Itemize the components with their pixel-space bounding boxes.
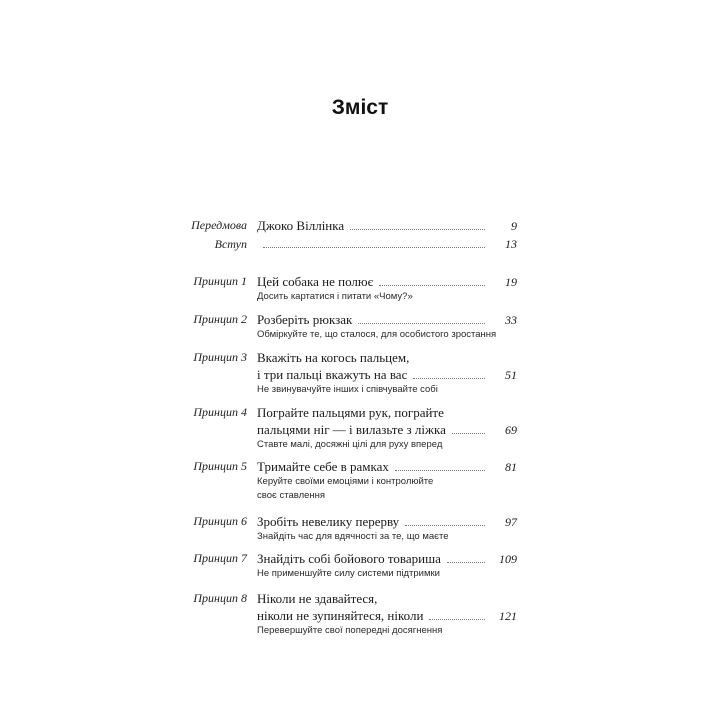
toc-entry-content — [257, 550, 517, 581]
toc-entry-content — [257, 273, 517, 304]
toc-entry-title: Вкажіть на когось пальцем, — [257, 350, 410, 365]
toc-entry-title: Зробіть невелику перерву — [257, 514, 400, 529]
toc-entry-title-line — [257, 349, 517, 366]
toc-entry-content — [257, 404, 517, 452]
toc-entry-subtitle: Не применшуйте силу системи підтримки — [257, 568, 440, 579]
toc-entry-title-line — [257, 590, 517, 607]
dot-leader — [447, 551, 485, 563]
toc-entry-content — [257, 590, 517, 638]
toc-entry-title: пальцями ніг — і вилазьте з ліжка — [257, 422, 446, 437]
toc-entry-title-line — [257, 311, 517, 328]
toc-entry-title-line — [257, 366, 517, 383]
toc-page-number: 51 — [505, 368, 517, 382]
toc-entry-label: Принцип 1 — [193, 274, 247, 288]
toc-page-number: 121 — [499, 609, 517, 623]
dot-leader — [350, 218, 485, 230]
dot-leader — [413, 367, 485, 379]
toc-entry-content — [257, 458, 517, 503]
toc-entry-title-line — [257, 513, 517, 530]
toc-page-number: 109 — [499, 552, 517, 566]
toc-page-number: 81 — [505, 460, 517, 474]
toc-entry-subtitle: Не звинувачуйте інших і співчувайте собі — [257, 384, 438, 395]
toc-entry-label: Принцип 6 — [193, 514, 247, 528]
toc-entry-title: Розберіть рюкзак — [257, 312, 353, 327]
toc-page-number: 19 — [505, 275, 517, 289]
dot-leader — [358, 312, 485, 324]
dot-leader — [452, 422, 485, 434]
dot-leader — [405, 514, 485, 526]
toc-entry-title-line — [257, 404, 517, 421]
toc-entry-subtitle: Обміркуйте те, що сталося, для особистого зростання — [257, 329, 497, 340]
toc-entry-title-line — [257, 217, 517, 234]
toc-entry-title-line — [257, 550, 517, 567]
toc-entry-title-line — [257, 273, 517, 290]
toc-entry-title: і три пальці вкажуть на вас — [257, 367, 408, 382]
toc-entry-content — [257, 236, 517, 253]
dot-leader — [429, 608, 485, 620]
toc-entry-label: Передмова — [191, 218, 247, 232]
toc-entry-label: Принцип 5 — [193, 459, 247, 473]
toc-page-number: 13 — [505, 237, 517, 251]
toc-page-number: 97 — [505, 515, 517, 529]
dot-leader — [263, 236, 485, 248]
toc-page-number: 9 — [511, 219, 517, 233]
toc-entry-title: ніколи не зупиняйтеся, ніколи — [257, 608, 424, 623]
toc-entry-title-line — [257, 236, 517, 253]
toc-entry-title: Джоко Віллінка — [257, 218, 345, 233]
toc-entry-subtitle: Керуйте своїми емоціями і контролюйте — [257, 476, 434, 487]
toc-entry-title-line — [257, 607, 517, 624]
toc-entry-subtitle: Знайдіть час для вдячності за те, що маєте — [257, 531, 449, 542]
dot-leader — [379, 274, 485, 286]
toc-entry-subtitle: Досить картатися і питати «Чому?» — [257, 291, 413, 302]
toc-entry-label: Принцип 3 — [193, 350, 247, 364]
toc-entry-content — [257, 349, 517, 397]
toc-entry-label: Принцип 4 — [193, 405, 247, 419]
toc-entry-content — [257, 217, 517, 234]
toc-entry-content — [257, 311, 517, 342]
toc-page-number: 33 — [505, 313, 517, 327]
toc-entry-title: Знайдіть собі бойового товариша — [257, 551, 441, 566]
toc-entry-subtitle: своє ставлення — [257, 490, 326, 501]
toc-entry-title-line — [257, 458, 517, 475]
toc-entry-title: Тримайте себе в рамках — [257, 459, 389, 474]
toc-page-number: 69 — [505, 423, 517, 437]
toc-entry-label: Вступ — [214, 237, 247, 251]
toc-entry-title: Ніколи не здавайтеся, — [257, 591, 378, 606]
toc-entry-title: Пограйте пальцями рук, пограйте — [257, 405, 444, 420]
toc-entry-label: Принцип 2 — [193, 312, 247, 326]
toc-entry-subtitle: Перевершуйте свої попередні досягнення — [257, 625, 443, 636]
toc-entry-subtitle: Ставте малі, досяжні цілі для руху вперед — [257, 439, 443, 450]
toc-entry-label: Принцип 7 — [193, 551, 247, 565]
toc-entry-content — [257, 513, 517, 544]
page-title: Зміст — [331, 96, 389, 119]
toc-entry-title: Цей собака не полює — [257, 274, 374, 289]
dot-leader — [395, 459, 485, 471]
toc-entry-title-line — [257, 421, 517, 438]
toc-entry-label: Принцип 8 — [193, 591, 247, 605]
